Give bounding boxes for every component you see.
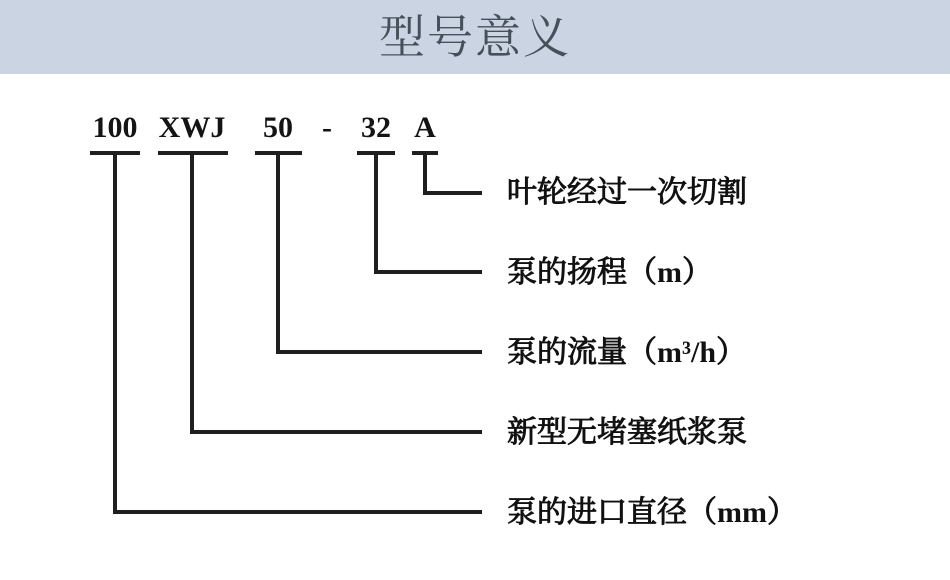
- header-banner: [0, 0, 950, 74]
- meaning-label-flow: 泵的流量（m³/h）: [507, 336, 747, 369]
- code-segment-inlet-diameter: 100: [92, 111, 138, 144]
- meaning-label-inlet-diameter: 泵的进口直径（mm）: [507, 496, 797, 529]
- connector-arm-head: [374, 270, 482, 274]
- connector-arm-cut: [423, 191, 482, 195]
- connector-arm-pump-type: [190, 430, 482, 434]
- code-segment-pump-type: XWJ: [158, 111, 226, 144]
- meaning-label-cut: 叶轮经过一次切割: [507, 176, 747, 209]
- connector-stem-cut: [423, 151, 427, 195]
- connector-stem-pump-type: [190, 151, 194, 434]
- connector-stem-head: [374, 151, 378, 274]
- code-segment-head: 32: [361, 111, 391, 144]
- connector-stem-flow: [276, 151, 280, 354]
- code-segment-flow: 50: [263, 111, 293, 144]
- meaning-label-head: 泵的扬程（m）: [507, 256, 712, 289]
- code-segment-cut: A: [414, 111, 436, 144]
- code-separator-dash: -: [322, 111, 332, 144]
- connector-arm-flow: [276, 350, 482, 354]
- meaning-label-pump-type: 新型无堵塞纸浆泵: [507, 416, 747, 449]
- connector-stem-inlet-diameter: [113, 151, 117, 514]
- page-title: 型号意义: [379, 11, 571, 63]
- connector-arm-inlet-diameter: [113, 510, 482, 514]
